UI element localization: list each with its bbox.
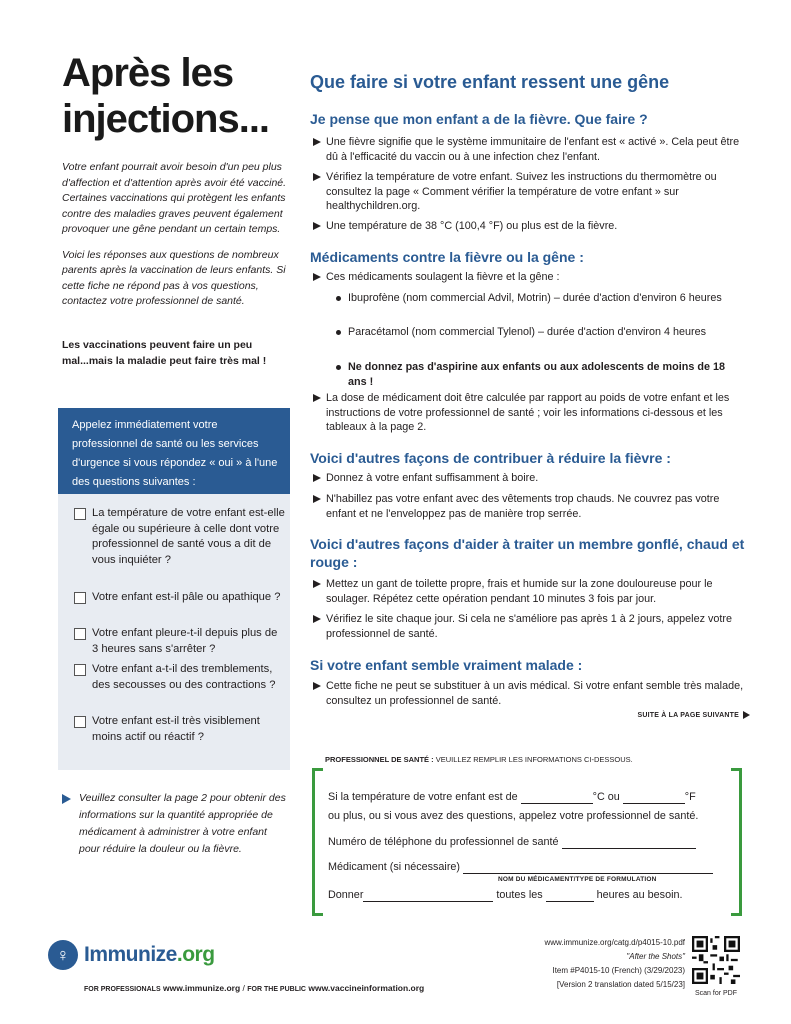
- syringe-person-icon: ♀: [48, 940, 78, 970]
- section-title: Médicaments contre la fièvre ou la gêne :: [310, 249, 584, 265]
- title-line: Après les: [62, 51, 234, 95]
- arrow-right-icon: [743, 711, 750, 719]
- triangle-bullet-icon: [313, 474, 321, 482]
- question-item[interactable]: Votre enfant est-il très visiblement moins actif ou réactif ?: [74, 714, 286, 745]
- triangle-bullet-icon: [313, 394, 321, 402]
- sub-bullet-item: Paracétamol (nom commercial Tylenol) – durée d'action d'environ 4 heures: [336, 325, 746, 340]
- pro-url-link[interactable]: www.immunize.org: [163, 983, 241, 993]
- title-line: injections...: [62, 97, 270, 141]
- checkbox[interactable]: [74, 628, 86, 640]
- main-heading: Que faire si votre enfant ressent une gêne: [310, 72, 670, 92]
- interval-field[interactable]: [546, 890, 594, 902]
- qr-caption: Scan for PDF: [694, 990, 737, 997]
- temp-f-field[interactable]: [623, 792, 685, 804]
- question-item[interactable]: La température de votre enfant est-elle égale ou supérieure à celle dont votre professionnel de santé vous a dit de vous inquiéter ?: [74, 506, 286, 568]
- temp-c-field[interactable]: [521, 792, 593, 804]
- triangle-bullet-icon: [313, 682, 321, 690]
- medication-field[interactable]: [463, 862, 713, 874]
- form-line: ou plus, ou si vous avez des questions, appelez votre professionnel de santé.: [328, 810, 699, 822]
- bullet-item: Une fièvre signifie que le système immunitaire de l'enfant est « activé ». Cela peut être dû à l'efficacité du vaccin ou à une infection chez l'enfant.: [313, 135, 749, 164]
- triangle-bullet-icon: [313, 222, 321, 230]
- checkbox[interactable]: [74, 592, 86, 604]
- medication-caption: NOM DU MÉDICAMENT/TYPE DE FORMULATION: [498, 876, 657, 883]
- phone-field[interactable]: [562, 837, 696, 849]
- bullet-item: Donnez à votre enfant suffisamment à boire.: [313, 471, 749, 486]
- triangle-bullet-icon: [313, 580, 321, 588]
- bullet-item: Vérifiez la température de votre enfant. Suivez les instructions du thermomètre ou consultez la page « Comment vérifier la température de votre enfant » sur healthychildren.org.: [313, 170, 749, 214]
- question-item[interactable]: Votre enfant pleure-t-il depuis plus de 3 heures sans s'arrêter ?: [74, 626, 286, 657]
- dot-bullet-icon: [336, 365, 341, 370]
- triangle-bullet-icon: [313, 138, 321, 146]
- form-line: Si la température de votre enfant est de °C ou °F: [328, 791, 696, 803]
- bullet-item: Une température de 38 °C (100,4 °F) ou plus est de la fièvre.: [313, 219, 749, 234]
- triangle-bullet-icon: [313, 615, 321, 623]
- triangle-bullet-icon: [313, 173, 321, 181]
- intro-paragraph: Voici les réponses aux questions de nombreux parents après la vaccination de leurs enfants. Si cette fiche ne répond pas à vos questions, contactez votre professionnel de santé.: [62, 248, 286, 307]
- bullet-item: La dose de médicament doit être calculée par rapport au poids de votre enfant et les instructions de votre professionnel de santé ; voir les informations ci-dessous et les tableaux à la page 2.: [313, 391, 749, 435]
- checkbox[interactable]: [74, 508, 86, 520]
- hcp-form: [312, 768, 742, 910]
- bullet-item: Vérifiez le site chaque jour. Si cela ne s'améliore pas après 1 à 2 jours, appelez votre professionnel de santé.: [313, 612, 749, 641]
- callbox-heading: Appelez immédiatement votre professionnel de santé ou les services d'urgence si vous répondez « oui » à l'une des questions suivantes :: [58, 408, 290, 494]
- section-title: Voici d'autres façons d'aider à traiter un membre gonflé, chaud et rouge :: [310, 536, 745, 570]
- bullet-item: Ces médicaments soulagent la fièvre et la gêne :: [313, 270, 749, 285]
- dot-bullet-icon: [336, 330, 341, 335]
- sub-bullet-item: Ibuprofène (nom commercial Advil, Motrin) – durée d'action d'environ 6 heures: [336, 291, 746, 306]
- continued-next-page: SUITE À LA PAGE SUIVANTE: [560, 711, 750, 719]
- emergency-callbox: [58, 408, 290, 770]
- see-page-2-note: Veuillez consulter la page 2 pour obtenir des informations sur la quantité appropriée de médicament à administrer à votre enfant pour réduire la douleur ou la fièvre.: [62, 790, 290, 858]
- form-line: Donner toutes les heures au besoin.: [328, 889, 683, 901]
- sub-bullet-item: Ne donnez pas d'aspirine aux enfants ou aux adolescents de moins de 18 ans !: [336, 360, 746, 389]
- immunize-logo: ♀ Immunize.org: [48, 940, 248, 974]
- form-line: Médicament (si nécessaire): [328, 860, 713, 874]
- hcp-instructions: PROFESSIONNEL DE SANTÉ : VEUILLEZ REMPLIR LES INFORMATIONS CI-DESSOUS.: [325, 755, 633, 764]
- form-bracket-right: [731, 768, 742, 916]
- intro-text: [62, 160, 294, 320]
- pdf-url[interactable]: www.immunize.org/catg.d/p4015-10.pdf: [544, 938, 685, 947]
- document-info: www.immunize.org/catg.d/p4015-10.pdf "After the Shots" Item #P4015-10 (French) (3/29/2023) [Version 2 translation dated 5/15/23]: [505, 936, 685, 992]
- bullet-item: N'habillez pas votre enfant avec des vêtements trop chauds. Ne couvrez pas votre enfant et ne l'enveloppez pas de manière trop serrée.: [313, 492, 749, 521]
- question-item[interactable]: Votre enfant a-t-il des tremblements, des secousses ou des contractions ?: [74, 662, 286, 693]
- bullet-item: Cette fiche ne peut se substituer à un avis médical. Si votre enfant semble très malade, consultez un professionnel de santé.: [313, 679, 749, 708]
- warning-text: Les vaccinations peuvent faire un peu mal...mais la maladie peut faire très mal !: [62, 339, 267, 367]
- bullet-item: Mettez un gant de toilette propre, frais et humide sur la zone douloureuse pour le soulager. Répétez cette opération pendant 10 minutes 3 fois par jour.: [313, 577, 749, 606]
- dose-field[interactable]: [363, 890, 493, 902]
- form-bracket-left: [312, 768, 323, 916]
- dot-bullet-icon: [336, 296, 341, 301]
- public-url-link[interactable]: www.vaccineinformation.org: [308, 983, 425, 993]
- arrow-icon: [62, 794, 71, 804]
- section-title: Voici d'autres façons de contribuer à réduire la fièvre :: [310, 450, 671, 466]
- question-item[interactable]: Votre enfant est-il pâle ou apathique ?: [74, 590, 286, 606]
- checkbox[interactable]: [74, 664, 86, 676]
- triangle-bullet-icon: [313, 273, 321, 281]
- triangle-bullet-icon: [313, 495, 321, 503]
- qr-code-icon[interactable]: [692, 936, 740, 984]
- intro-paragraph: Votre enfant pourrait avoir besoin d'un peu plus d'affection et d'attention après avoir été vacciné. Certaines vaccinations qui protègent les enfants contre des maladies graves peuvent également provoquer une gêne pendant un certain temps.: [62, 161, 287, 235]
- page-title: [62, 50, 302, 142]
- footer-links: FOR PROFESSIONALS www.immunize.org / FOR THE PUBLIC www.vaccineinformation.org: [84, 983, 425, 993]
- section-title: Je pense que mon enfant a de la fièvre. Que faire ?: [310, 111, 648, 127]
- section-title: Si votre enfant semble vraiment malade :: [310, 657, 583, 673]
- checkbox[interactable]: [74, 716, 86, 728]
- form-line: Numéro de téléphone du professionnel de santé: [328, 835, 696, 849]
